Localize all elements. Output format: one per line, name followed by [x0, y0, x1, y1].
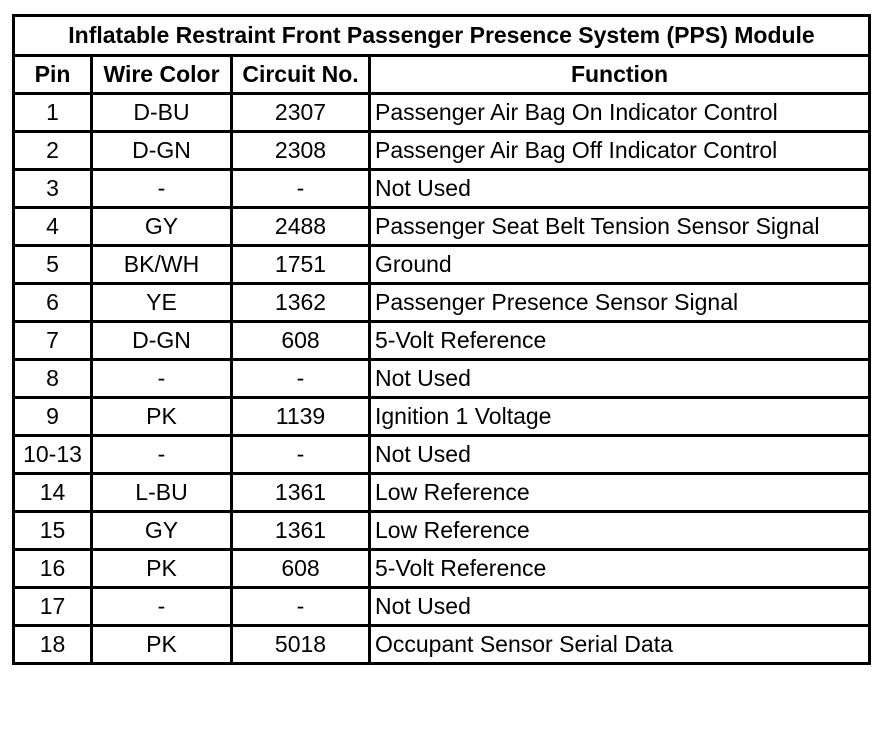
cell-function: Passenger Air Bag Off Indicator Control: [370, 132, 870, 170]
cell-pin: 10-13: [14, 436, 92, 474]
cell-function: Low Reference: [370, 474, 870, 512]
cell-pin: 16: [14, 550, 92, 588]
table-row: [14, 284, 870, 322]
header-circuit-no: Circuit No.: [232, 56, 370, 94]
cell-wire-color: -: [92, 360, 232, 398]
cell-function: 5-Volt Reference: [370, 550, 870, 588]
cell-wire-color: GY: [92, 208, 232, 246]
table-row: [14, 588, 870, 626]
cell-wire-color: PK: [92, 398, 232, 436]
cell-function: Passenger Presence Sensor Signal: [370, 284, 870, 322]
cell-circuit-no: 2307: [232, 94, 370, 132]
cell-circuit-no: 5018: [232, 626, 370, 664]
cell-circuit-no: 608: [232, 322, 370, 360]
cell-circuit-no: 1361: [232, 474, 370, 512]
table-title: Inflatable Restraint Front Passenger Presence System (PPS) Module: [14, 16, 870, 56]
cell-function: Not Used: [370, 360, 870, 398]
cell-pin: 6: [14, 284, 92, 322]
cell-pin: 3: [14, 170, 92, 208]
cell-pin: 9: [14, 398, 92, 436]
table-row: [14, 474, 870, 512]
cell-pin: 17: [14, 588, 92, 626]
cell-function: 5-Volt Reference: [370, 322, 870, 360]
cell-wire-color: BK/WH: [92, 246, 232, 284]
table-row: [14, 550, 870, 588]
cell-pin: 1: [14, 94, 92, 132]
table-row: [14, 436, 870, 474]
header-function: Function: [370, 56, 870, 94]
cell-circuit-no: 2308: [232, 132, 370, 170]
table-row: [14, 322, 870, 360]
cell-wire-color: -: [92, 170, 232, 208]
header-pin: Pin: [14, 56, 92, 94]
cell-pin: 5: [14, 246, 92, 284]
cell-wire-color: -: [92, 588, 232, 626]
header-wire-color: Wire Color: [92, 56, 232, 94]
table-row: [14, 208, 870, 246]
table-row: [14, 94, 870, 132]
pps-module-pinout-table: [12, 14, 871, 665]
cell-circuit-no: 1139: [232, 398, 370, 436]
cell-circuit-no: -: [232, 588, 370, 626]
cell-function: Occupant Sensor Serial Data: [370, 626, 870, 664]
cell-function: Not Used: [370, 170, 870, 208]
cell-pin: 15: [14, 512, 92, 550]
cell-function: Passenger Seat Belt Tension Sensor Signal: [370, 208, 870, 246]
cell-function: Passenger Air Bag On Indicator Control: [370, 94, 870, 132]
cell-wire-color: YE: [92, 284, 232, 322]
table-row: [14, 170, 870, 208]
cell-circuit-no: 1361: [232, 512, 370, 550]
cell-function: Ignition 1 Voltage: [370, 398, 870, 436]
cell-function: Low Reference: [370, 512, 870, 550]
cell-wire-color: D-BU: [92, 94, 232, 132]
table-row: [14, 360, 870, 398]
cell-function: Ground: [370, 246, 870, 284]
cell-wire-color: PK: [92, 626, 232, 664]
table-row: [14, 512, 870, 550]
title-row: [14, 16, 870, 56]
cell-circuit-no: 1362: [232, 284, 370, 322]
cell-circuit-no: 608: [232, 550, 370, 588]
cell-function: Not Used: [370, 436, 870, 474]
cell-circuit-no: 1751: [232, 246, 370, 284]
table-row: [14, 626, 870, 664]
table-row: [14, 132, 870, 170]
cell-function: Not Used: [370, 588, 870, 626]
cell-circuit-no: -: [232, 436, 370, 474]
cell-wire-color: GY: [92, 512, 232, 550]
header-row: [14, 56, 870, 94]
cell-wire-color: D-GN: [92, 322, 232, 360]
table-row: [14, 398, 870, 436]
cell-pin: 4: [14, 208, 92, 246]
table-row: [14, 246, 870, 284]
cell-pin: 14: [14, 474, 92, 512]
cell-circuit-no: 2488: [232, 208, 370, 246]
cell-pin: 7: [14, 322, 92, 360]
cell-circuit-no: -: [232, 360, 370, 398]
cell-pin: 8: [14, 360, 92, 398]
cell-wire-color: D-GN: [92, 132, 232, 170]
cell-wire-color: -: [92, 436, 232, 474]
cell-wire-color: PK: [92, 550, 232, 588]
cell-pin: 18: [14, 626, 92, 664]
cell-circuit-no: -: [232, 170, 370, 208]
cell-wire-color: L-BU: [92, 474, 232, 512]
cell-pin: 2: [14, 132, 92, 170]
